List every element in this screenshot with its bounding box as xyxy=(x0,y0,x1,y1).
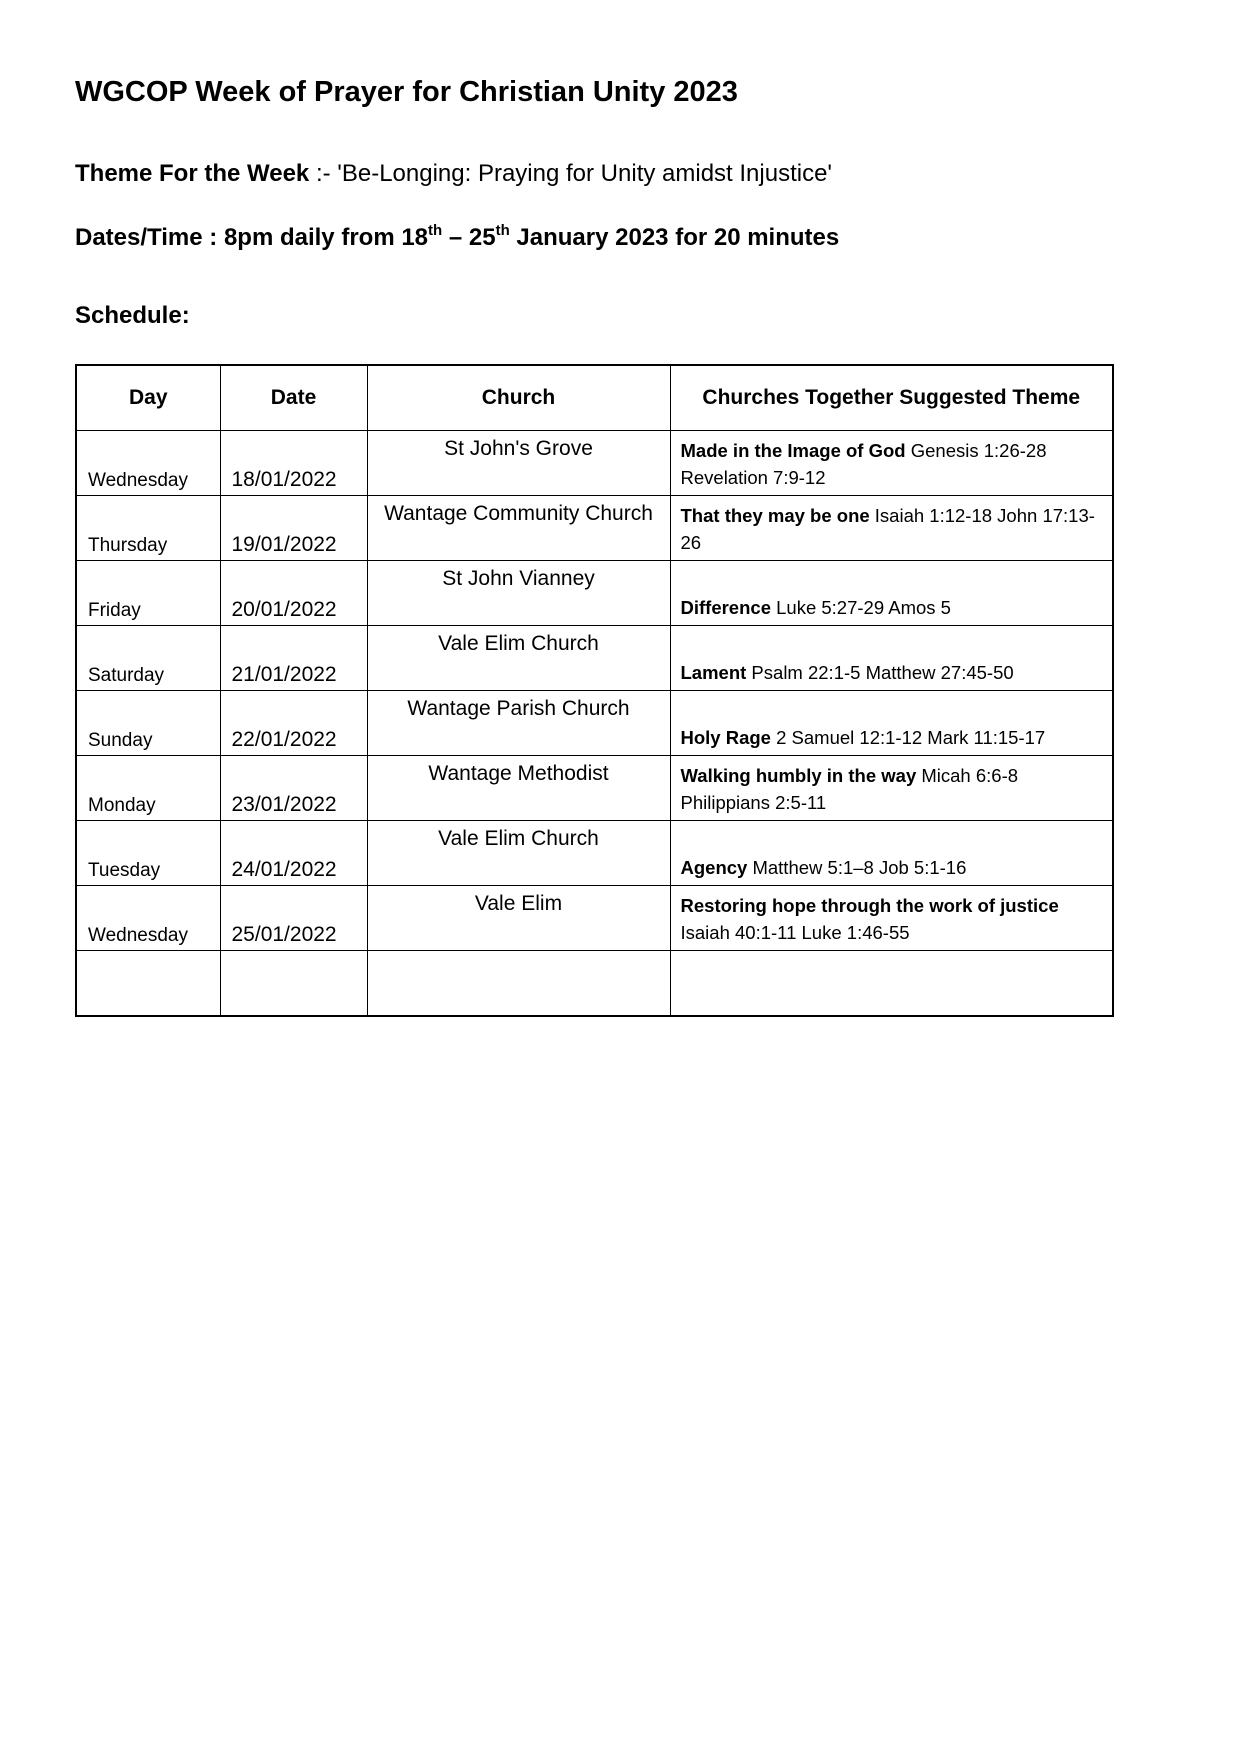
day-cell xyxy=(76,626,220,691)
date-text: 20/01/2022 xyxy=(231,598,337,621)
church-cell xyxy=(367,821,670,886)
theme-title: Holy Rage xyxy=(680,727,771,748)
theme-title: Lament xyxy=(680,662,747,683)
day-cell xyxy=(76,821,220,886)
day-text: Monday xyxy=(88,795,156,816)
theme-refs: Micah 6:6-8 Philippians 2:5-11 xyxy=(680,765,1019,813)
dates-mid: – 25 xyxy=(442,224,496,251)
date-text: 19/01/2022 xyxy=(231,533,337,556)
header-date: Date xyxy=(220,365,367,431)
theme-cell xyxy=(670,821,1113,886)
theme-label: Theme For the Week xyxy=(75,160,310,187)
date-cell xyxy=(220,951,367,1017)
date-cell xyxy=(220,431,367,496)
theme-refs: Matthew 5:1–8 Job 5:1-16 xyxy=(747,857,967,878)
table-row xyxy=(76,496,1113,561)
theme-title: Agency xyxy=(680,857,748,878)
theme-cell xyxy=(670,886,1113,951)
table-body xyxy=(76,431,1113,1017)
theme-title: Restoring hope through the work of justice xyxy=(680,895,1059,916)
church-cell xyxy=(367,886,670,951)
date-text: 25/01/2022 xyxy=(231,923,337,946)
table-row xyxy=(76,951,1113,1017)
table-row xyxy=(76,561,1113,626)
header-day: Day xyxy=(76,365,220,431)
table-row xyxy=(76,886,1113,951)
church-cell xyxy=(367,691,670,756)
church-cell xyxy=(367,561,670,626)
date-cell xyxy=(220,691,367,756)
table-header-row xyxy=(76,365,1113,431)
theme-cell xyxy=(670,496,1113,561)
date-text: 24/01/2022 xyxy=(231,858,337,881)
theme-refs: Luke 5:27-29 Amos 5 xyxy=(770,597,951,618)
church-cell xyxy=(367,951,670,1017)
church-text: Wantage Parish Church xyxy=(407,697,630,720)
day-text: Wednesday xyxy=(88,925,188,946)
day-cell xyxy=(76,691,220,756)
day-cell xyxy=(76,561,220,626)
header-theme: Churches Together Suggested Theme xyxy=(670,365,1113,431)
day-cell xyxy=(76,431,220,496)
date-text: 18/01/2022 xyxy=(231,468,337,491)
theme-cell xyxy=(670,561,1113,626)
table-row xyxy=(76,626,1113,691)
header-church: Church xyxy=(367,365,670,431)
theme-cell xyxy=(670,756,1113,821)
dates-sup-start: th xyxy=(428,222,443,239)
theme-refs: Isaiah 1:12-18 John 17:13-26 xyxy=(680,505,1095,553)
church-text: Wantage Community Church xyxy=(384,502,653,525)
theme-text xyxy=(681,724,1103,751)
table-row xyxy=(76,821,1113,886)
church-text: Vale Elim Church xyxy=(438,632,599,655)
theme-text xyxy=(681,762,1103,816)
theme-refs: Isaiah 40:1-11 Luke 1:46-55 xyxy=(680,922,910,943)
church-text: St John's Grove xyxy=(444,437,593,460)
day-cell xyxy=(76,756,220,821)
theme-title: Difference xyxy=(680,597,771,618)
table-row xyxy=(76,691,1113,756)
day-text: Friday xyxy=(88,600,141,621)
table-row xyxy=(76,431,1113,496)
table-row xyxy=(76,756,1113,821)
church-cell xyxy=(367,431,670,496)
theme-refs: 2 Samuel 12:1-12 Mark 11:15-17 xyxy=(770,727,1046,748)
church-cell xyxy=(367,756,670,821)
document-title: WGCOP Week of Prayer for Christian Unity 2023 xyxy=(75,76,738,108)
theme-cell xyxy=(670,626,1113,691)
dates-suffix: January 2023 for 20 minutes xyxy=(509,224,840,251)
theme-text xyxy=(681,659,1103,686)
date-cell xyxy=(220,496,367,561)
theme-refs: Psalm 22:1-5 Matthew 27:45-50 xyxy=(746,662,1014,683)
date-cell xyxy=(220,821,367,886)
church-cell xyxy=(367,496,670,561)
schedule-table xyxy=(75,364,1114,1017)
theme-title: That they may be one xyxy=(680,505,870,526)
date-text: 23/01/2022 xyxy=(231,793,337,816)
dates-prefix: Dates/Time : 8pm daily from 18 xyxy=(75,224,429,251)
dates-sup-end: th xyxy=(495,222,510,239)
theme-text xyxy=(681,437,1103,491)
church-text: Vale Elim xyxy=(474,892,563,915)
dates-line xyxy=(75,224,839,252)
theme-text xyxy=(681,892,1103,946)
date-cell xyxy=(220,756,367,821)
day-cell xyxy=(76,496,220,561)
date-cell xyxy=(220,626,367,691)
theme-text: :- 'Be-Longing: Praying for Unity amidst Injustice' xyxy=(309,160,833,187)
theme-text xyxy=(681,594,1103,621)
theme-refs: Genesis 1:26-28 Revelation 7:9-12 xyxy=(680,440,1047,488)
date-cell xyxy=(220,886,367,951)
theme-line xyxy=(75,160,832,188)
date-cell xyxy=(220,561,367,626)
church-cell xyxy=(367,626,670,691)
day-text: Saturday xyxy=(88,665,165,686)
day-cell xyxy=(76,886,220,951)
church-text: Vale Elim Church xyxy=(438,827,599,850)
theme-cell xyxy=(670,691,1113,756)
theme-text xyxy=(681,854,1103,881)
day-text: Sunday xyxy=(88,730,153,751)
theme-title: Made in the Image of God xyxy=(680,440,906,461)
schedule-label: Schedule: xyxy=(75,302,190,329)
church-text: St John Vianney xyxy=(442,567,595,590)
day-text: Wednesday xyxy=(88,470,188,491)
theme-cell xyxy=(670,431,1113,496)
date-text: 21/01/2022 xyxy=(231,663,337,686)
theme-title: Walking humbly in the way xyxy=(680,765,917,786)
theme-text xyxy=(681,502,1103,556)
day-text: Tuesday xyxy=(88,860,161,881)
church-text: Wantage Methodist xyxy=(428,762,609,785)
date-text: 22/01/2022 xyxy=(231,728,337,751)
day-cell xyxy=(76,951,220,1017)
theme-cell xyxy=(670,951,1113,1017)
day-text: Thursday xyxy=(88,535,168,556)
